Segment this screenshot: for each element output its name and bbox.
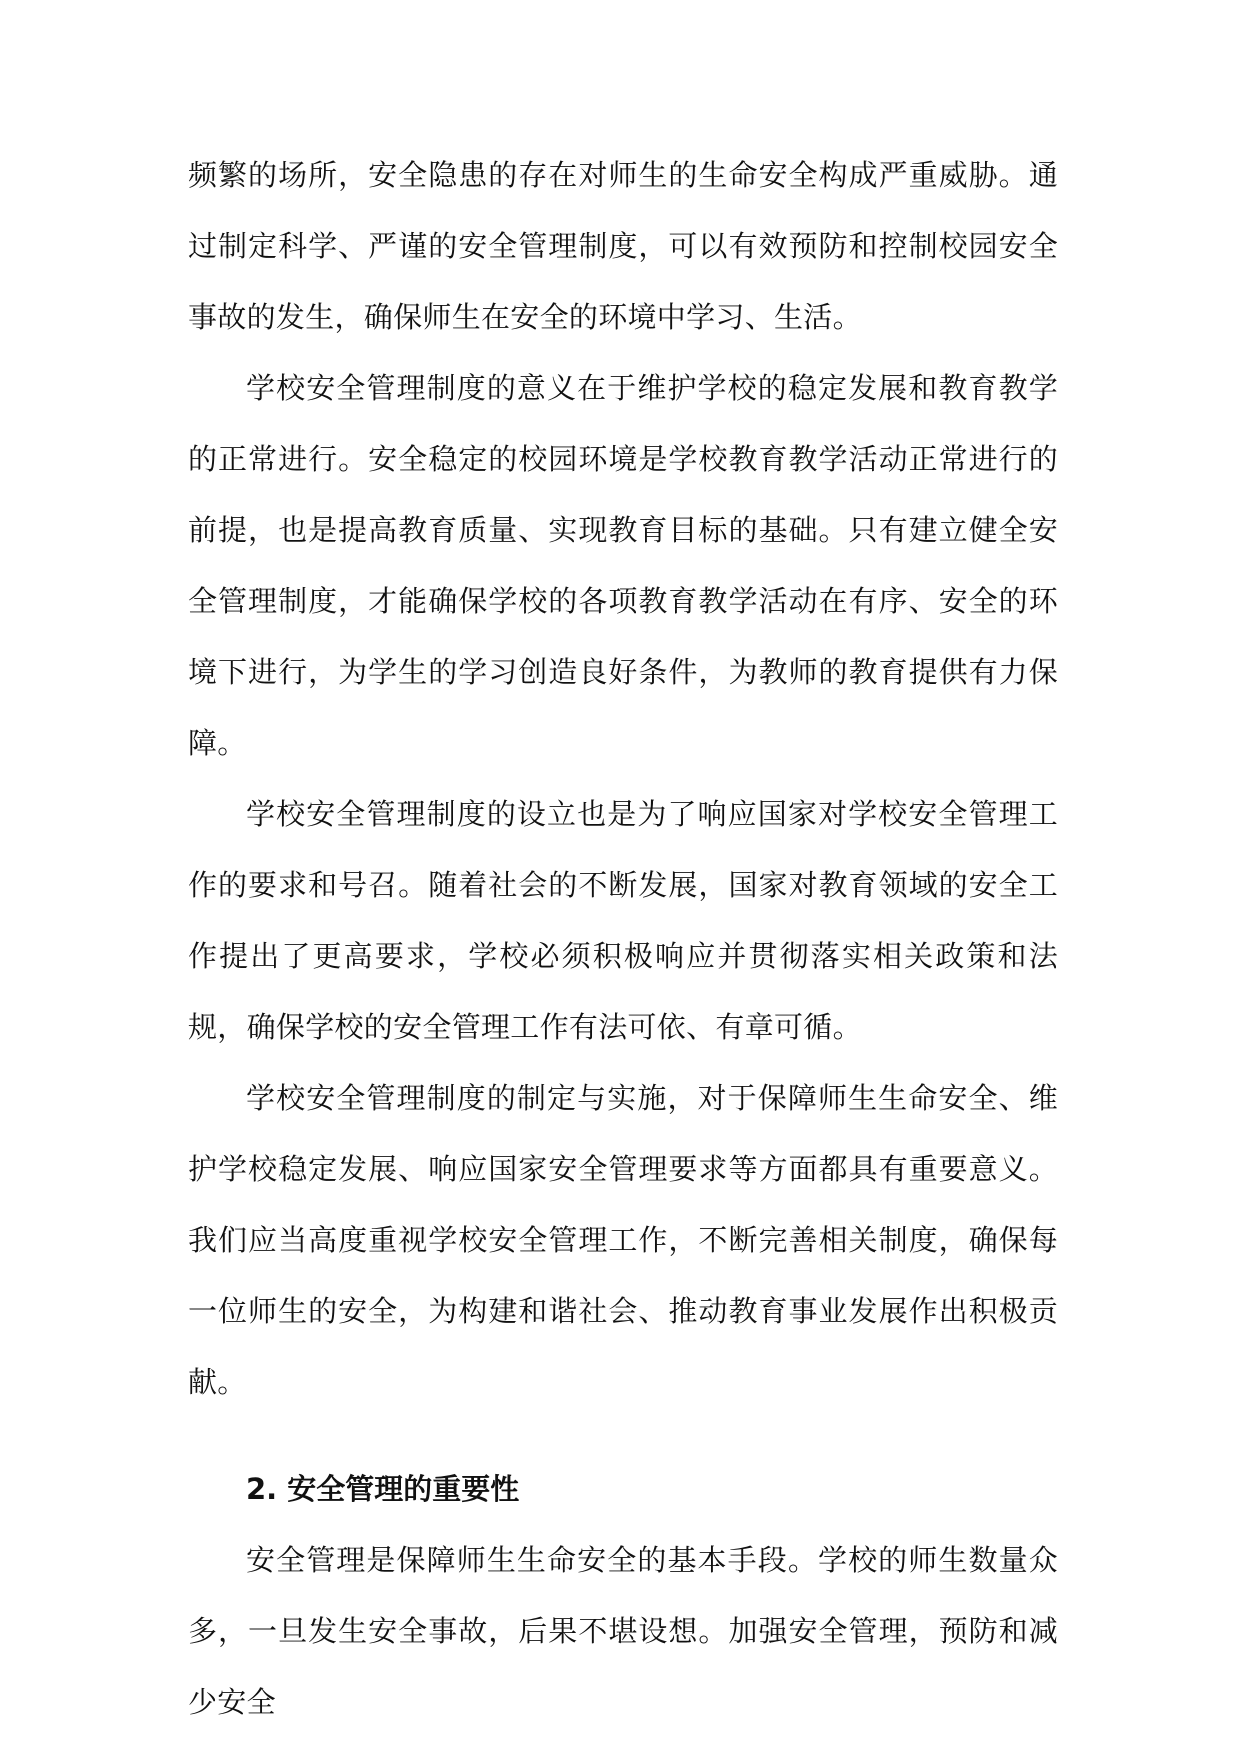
paragraph-3: 学校安全管理制度的设立也是为了响应国家对学校安全管理工作的要求和号召。随着社会的不断发展，国家对教育领域的安全工作提出了更高要求，学校必须积极响应并贯彻落实相关政策和法规，确保学校的安全管理工作有法可依、有章可循。 xyxy=(188,797,1058,1044)
section-paragraph-1: 安全管理是保障师生生命安全的基本手段。学校的师生数量众多，一旦发生安全事故，后果不堪设想。加强安全管理，预防和减少安全 xyxy=(188,1543,1058,1719)
paragraph-4: 学校安全管理制度的制定与实施，对于保障师生生命安全、维护学校稳定发展、响应国家安全管理要求等方面都具有重要意义。我们应当高度重视学校安全管理工作，不断完善相关制度，确保每一位师生的安全，为构建和谐社会、推动教育事业发展作出积极贡献。 xyxy=(188,1081,1058,1399)
paragraph-2: 学校安全管理制度的意义在于维护学校的稳定发展和教育教学的正常进行。安全稳定的校园环境是学校教育教学活动正常进行的前提，也是提高教育质量、实现教育目标的基础。只有建立健全安全管理制度，才能确保学校的各项教育教学活动在有序、安全的环境下进行，为学生的学习创造良好条件，为教师的教育提供有力保障。 xyxy=(188,371,1058,760)
paragraph-1: 频繁的场所，安全隐患的存在对师生的生命安全构成严重威胁。通过制定科学、严谨的安全管理制度，可以有效预防和控制校园安全事故的发生，确保师生在安全的环境中学习、生活。 xyxy=(188,158,1058,334)
document-body xyxy=(188,140,1058,1738)
section-heading: 2. 安全管理的重要性 xyxy=(246,1472,520,1506)
